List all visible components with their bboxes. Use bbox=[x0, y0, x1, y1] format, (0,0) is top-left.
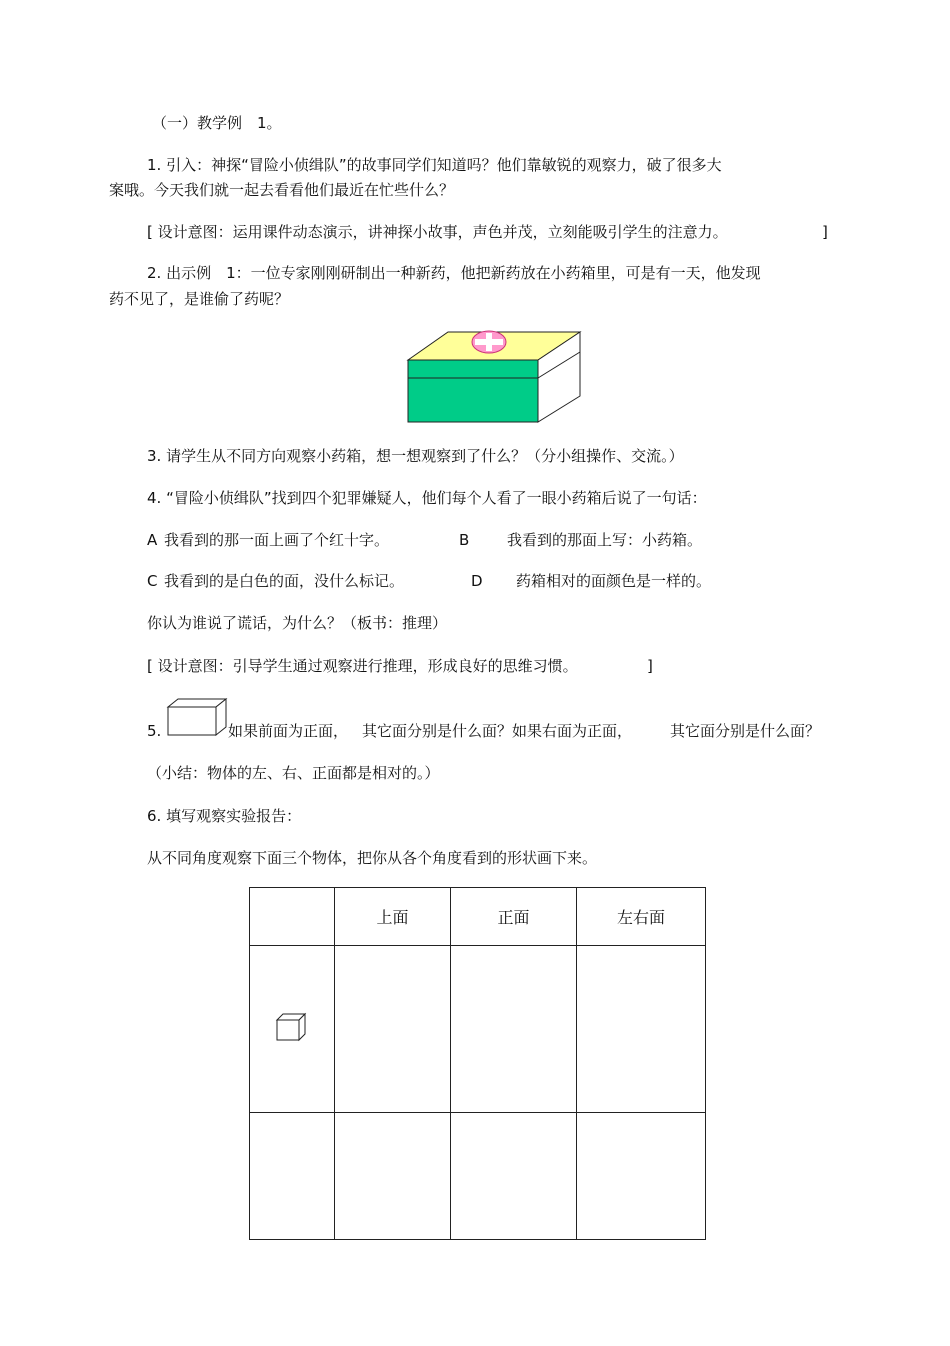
table-header-row bbox=[250, 888, 706, 946]
table-header-blank bbox=[250, 888, 335, 946]
table-row bbox=[250, 1113, 706, 1240]
paragraph-1-line-2: 案哦。今天我们就一起去看看他们最近在忙些什么？ bbox=[109, 181, 455, 199]
paragraph-4: 4. “冒险小侦缉队”找到四个犯罪嫌疑人，他们每个人看了一眼小药箱后说了一句话： bbox=[147, 489, 707, 507]
summary: （小结：物体的左、右、正面都是相对的。） bbox=[147, 764, 440, 782]
statement-d-text: 药箱相对的面颜色是一样的。 bbox=[516, 572, 712, 590]
statement-d-letter: D bbox=[471, 572, 483, 590]
paragraph-3: 3. 请学生从不同方向观察小药箱，想一想观察到了什么？（分小组操作、交流。） bbox=[147, 447, 684, 465]
drawing-cell-front[interactable] bbox=[451, 946, 577, 1113]
table-row bbox=[250, 946, 706, 1113]
statement-b-text: 我看到的那面上写：小药箱。 bbox=[507, 531, 703, 549]
statement-b-letter: B bbox=[459, 531, 470, 549]
red-cross-icon bbox=[472, 331, 506, 353]
paragraph-5-part-3: 其它面分别是什么面？ bbox=[670, 722, 821, 740]
design-intent-1-close: ] bbox=[822, 223, 828, 241]
paragraph-5-part-2: 其它面分别是什么面？如果右面为正面， bbox=[362, 722, 633, 740]
paragraph-5-part-1: 如果前面为正面， bbox=[228, 722, 349, 740]
paragraph-2-line-2: 药不见了，是谁偷了药呢？ bbox=[109, 290, 290, 308]
drawing-cell-front[interactable] bbox=[451, 1113, 577, 1240]
statement-c-letter: C bbox=[147, 572, 158, 590]
object-cell bbox=[250, 946, 335, 1113]
paragraph-1-line-1: 1. 引入：神探“冒险小侦缉队”的故事同学们知道吗？他们靠敏锐的观察力，破了很多大 bbox=[147, 156, 722, 174]
design-intent-2: [ 设计意图：引导学生通过观察进行推理，形成良好的思维习惯。 bbox=[147, 657, 578, 675]
paragraph-2-line-1: 2. 出示例 1：一位专家刚刚研制出一种新药，他把新药放在小药箱里，可是有一天，他发现 bbox=[147, 264, 761, 282]
design-intent-1: [ 设计意图：运用课件动态演示，讲神探小故事，声色并茂，立刻能吸引学生的注意力。 bbox=[147, 223, 728, 241]
cube-icon bbox=[275, 1012, 309, 1042]
paragraph-6: 6. 填写观察实验报告： bbox=[147, 807, 302, 825]
section-title: （一）教学例 1。 bbox=[152, 114, 282, 132]
question: 你认为谁说了谎话，为什么？（板书：推理） bbox=[147, 614, 448, 632]
instruction: 从不同角度观察下面三个物体，把你从各个角度看到的形状画下来。 bbox=[147, 849, 598, 867]
cuboid-icon bbox=[166, 697, 230, 737]
medicine-box-illustration bbox=[402, 326, 586, 428]
design-intent-2-close: ] bbox=[647, 657, 653, 675]
drawing-cell-top[interactable] bbox=[335, 1113, 451, 1240]
drawing-cell-side[interactable] bbox=[577, 946, 706, 1113]
table-header-top: 上面 bbox=[335, 888, 451, 946]
table-header-side: 左右面 bbox=[577, 888, 706, 946]
drawing-cell-side[interactable] bbox=[577, 1113, 706, 1240]
paragraph-5-number: 5. bbox=[147, 722, 162, 740]
statement-c-text: 我看到的是白色的面，没什么标记。 bbox=[164, 572, 405, 590]
object-cell bbox=[250, 1113, 335, 1240]
observation-report-table bbox=[249, 887, 706, 1240]
table-header-front: 正面 bbox=[451, 888, 577, 946]
statement-a-text: 我看到的那一面上画了个红十字。 bbox=[164, 531, 390, 549]
box-front-face bbox=[408, 360, 538, 422]
statement-a-letter: A bbox=[147, 531, 158, 549]
drawing-cell-top[interactable] bbox=[335, 946, 451, 1113]
